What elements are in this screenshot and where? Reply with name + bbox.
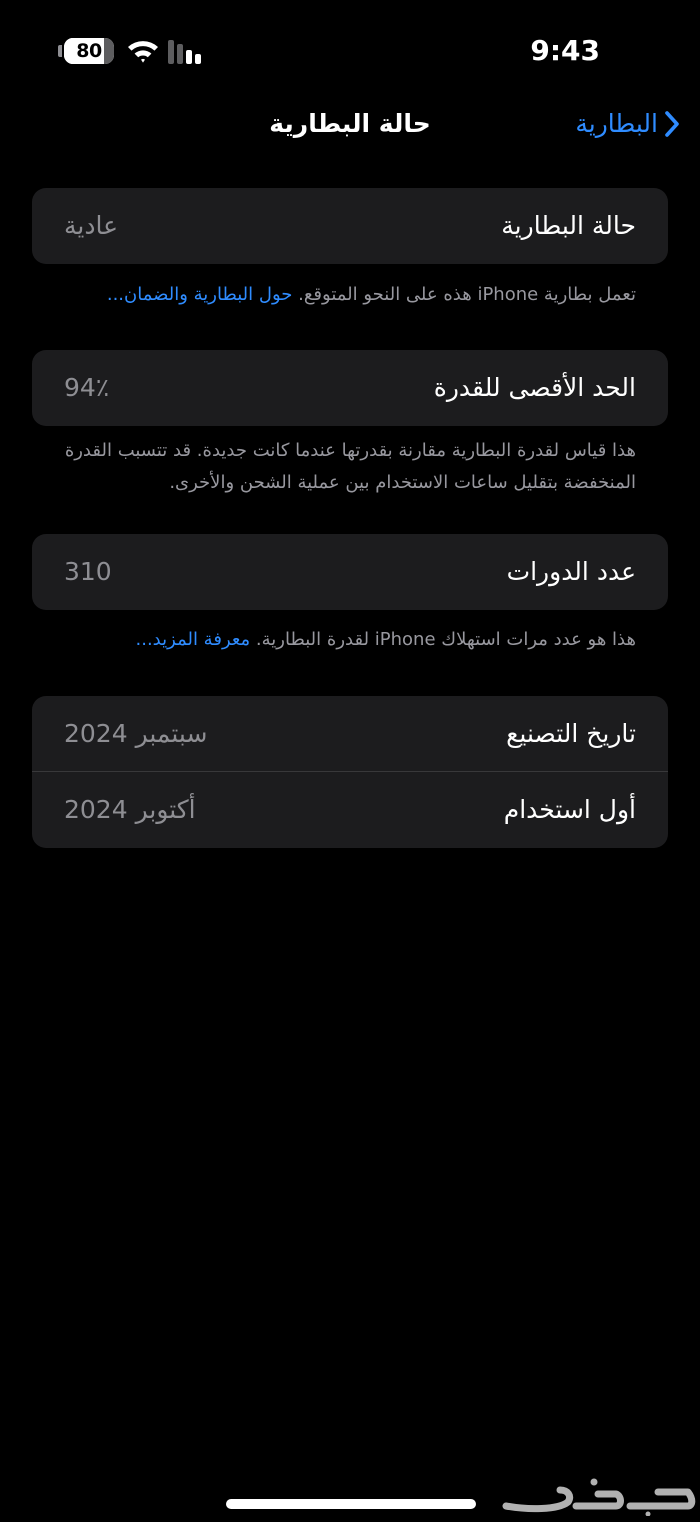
battery-percent: 80 xyxy=(76,40,102,62)
battery-warranty-link[interactable]: حول البطارية والضمان... xyxy=(106,284,293,305)
battery-health-footnote-text: تعمل بطارية iPhone هذه على النحو المتوقع. xyxy=(292,284,636,305)
battery-health-label: حالة البطارية xyxy=(501,211,636,240)
first-use-label: أول استخدام xyxy=(503,795,636,824)
cellular-signal-icon xyxy=(168,40,206,64)
battery-icon xyxy=(64,38,114,64)
battery-health-row xyxy=(32,188,668,264)
battery-health-card xyxy=(32,188,668,264)
cycle-count-footnote-text: هذا هو عدد مرات استهلاك iPhone لقدرة البطارية. xyxy=(250,629,636,650)
home-indicator[interactable] xyxy=(226,1499,476,1509)
maximum-capacity-card xyxy=(32,350,668,426)
battery-cap xyxy=(58,45,62,57)
wifi-icon xyxy=(126,38,160,64)
maximum-capacity-row xyxy=(32,350,668,426)
chevron-right-icon xyxy=(664,110,680,138)
maximum-capacity-footnote xyxy=(60,435,636,499)
status-bar xyxy=(0,0,700,100)
battery-health-footnote xyxy=(60,279,636,311)
page-title: حالة البطارية xyxy=(269,109,431,138)
cycle-count-footnote xyxy=(60,624,636,656)
maximum-capacity-value: 94٪ xyxy=(64,373,110,402)
back-label: البطارية xyxy=(575,109,658,138)
first-use-value: أكتوبر 2024 xyxy=(64,795,196,824)
cycle-count-card xyxy=(32,534,668,610)
battery-health-value: عادية xyxy=(64,211,119,240)
cycle-count-label: عدد الدورات xyxy=(506,557,636,586)
navigation-bar xyxy=(0,100,700,150)
haraj-logo-watermark xyxy=(498,1476,698,1516)
first-use-row xyxy=(32,772,668,848)
status-time: 9:43 xyxy=(530,34,600,67)
dates-card xyxy=(32,696,668,848)
manufacture-date-label: تاريخ التصنيع xyxy=(506,719,636,748)
maximum-capacity-footnote-text: هذا قياس لقدرة البطارية مقارنة بقدرتها عندما كانت جديدة. قد تتسبب القدرة المنخفضة بتقليل ساعات الاستخدام بين عملية الشحن والأخرى. xyxy=(64,440,636,493)
manufacture-date-row xyxy=(32,696,668,772)
cycle-count-row xyxy=(32,534,668,610)
maximum-capacity-label: الحد الأقصى للقدرة xyxy=(433,373,636,402)
back-button[interactable] xyxy=(575,106,680,142)
cycle-count-value: 310 xyxy=(64,557,112,586)
learn-more-link[interactable]: معرفة المزيد... xyxy=(135,629,251,650)
manufacture-date-value: سبتمبر 2024 xyxy=(64,719,208,748)
